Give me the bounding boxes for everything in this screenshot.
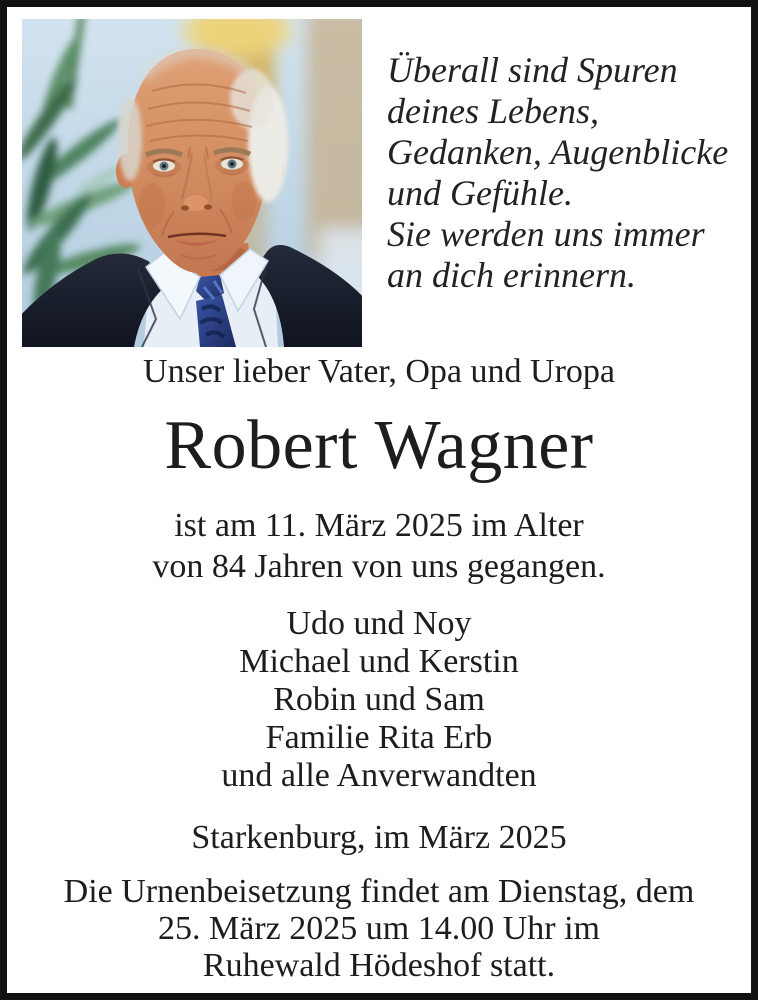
deceased-name: Robert Wagner <box>164 407 594 484</box>
passing-line: von 84 Jahren von uns gegangen. <box>152 548 606 585</box>
mourner-line: Familie Rita Erb <box>265 719 493 756</box>
portrait-photo <box>22 19 362 347</box>
poem-line: Sie werden uns immer <box>387 214 705 254</box>
funeral-line: Ruhewald Hödeshof statt. <box>202 947 556 984</box>
funeral-line: 25. März 2025 um 14.00 Uhr im <box>158 910 600 947</box>
relationship-line: Unser lieber Vater, Opa und Uropa <box>143 353 615 390</box>
poem-line: Gedanken, Augenblicke <box>387 132 729 172</box>
portrait-illustration <box>22 19 362 347</box>
hair-left <box>118 97 142 181</box>
poem-line: deines Lebens, <box>387 91 599 131</box>
place-date-line: Starkenburg, im März 2025 <box>191 819 567 856</box>
poem-line: und Gefühle. <box>387 173 573 213</box>
mourner-line: Robin und Sam <box>273 681 485 718</box>
funeral-info <box>7 873 751 984</box>
mourners-list <box>7 605 751 795</box>
poem-line: an dich erinnern. <box>387 255 636 295</box>
funeral-line: Die Urnenbeisetzung findet am Dienstag, dem <box>63 873 695 910</box>
passing-statement <box>7 505 751 587</box>
mourner-line: und alle Anverwandten <box>221 757 537 794</box>
mourner-line: Michael und Kerstin <box>239 643 519 680</box>
poem-line: Überall sind Spuren <box>387 50 678 90</box>
mourner-line: Udo und Noy <box>286 605 472 642</box>
passing-line: ist am 11. März 2025 im Alter <box>174 507 584 544</box>
memorial-poem <box>387 50 729 296</box>
